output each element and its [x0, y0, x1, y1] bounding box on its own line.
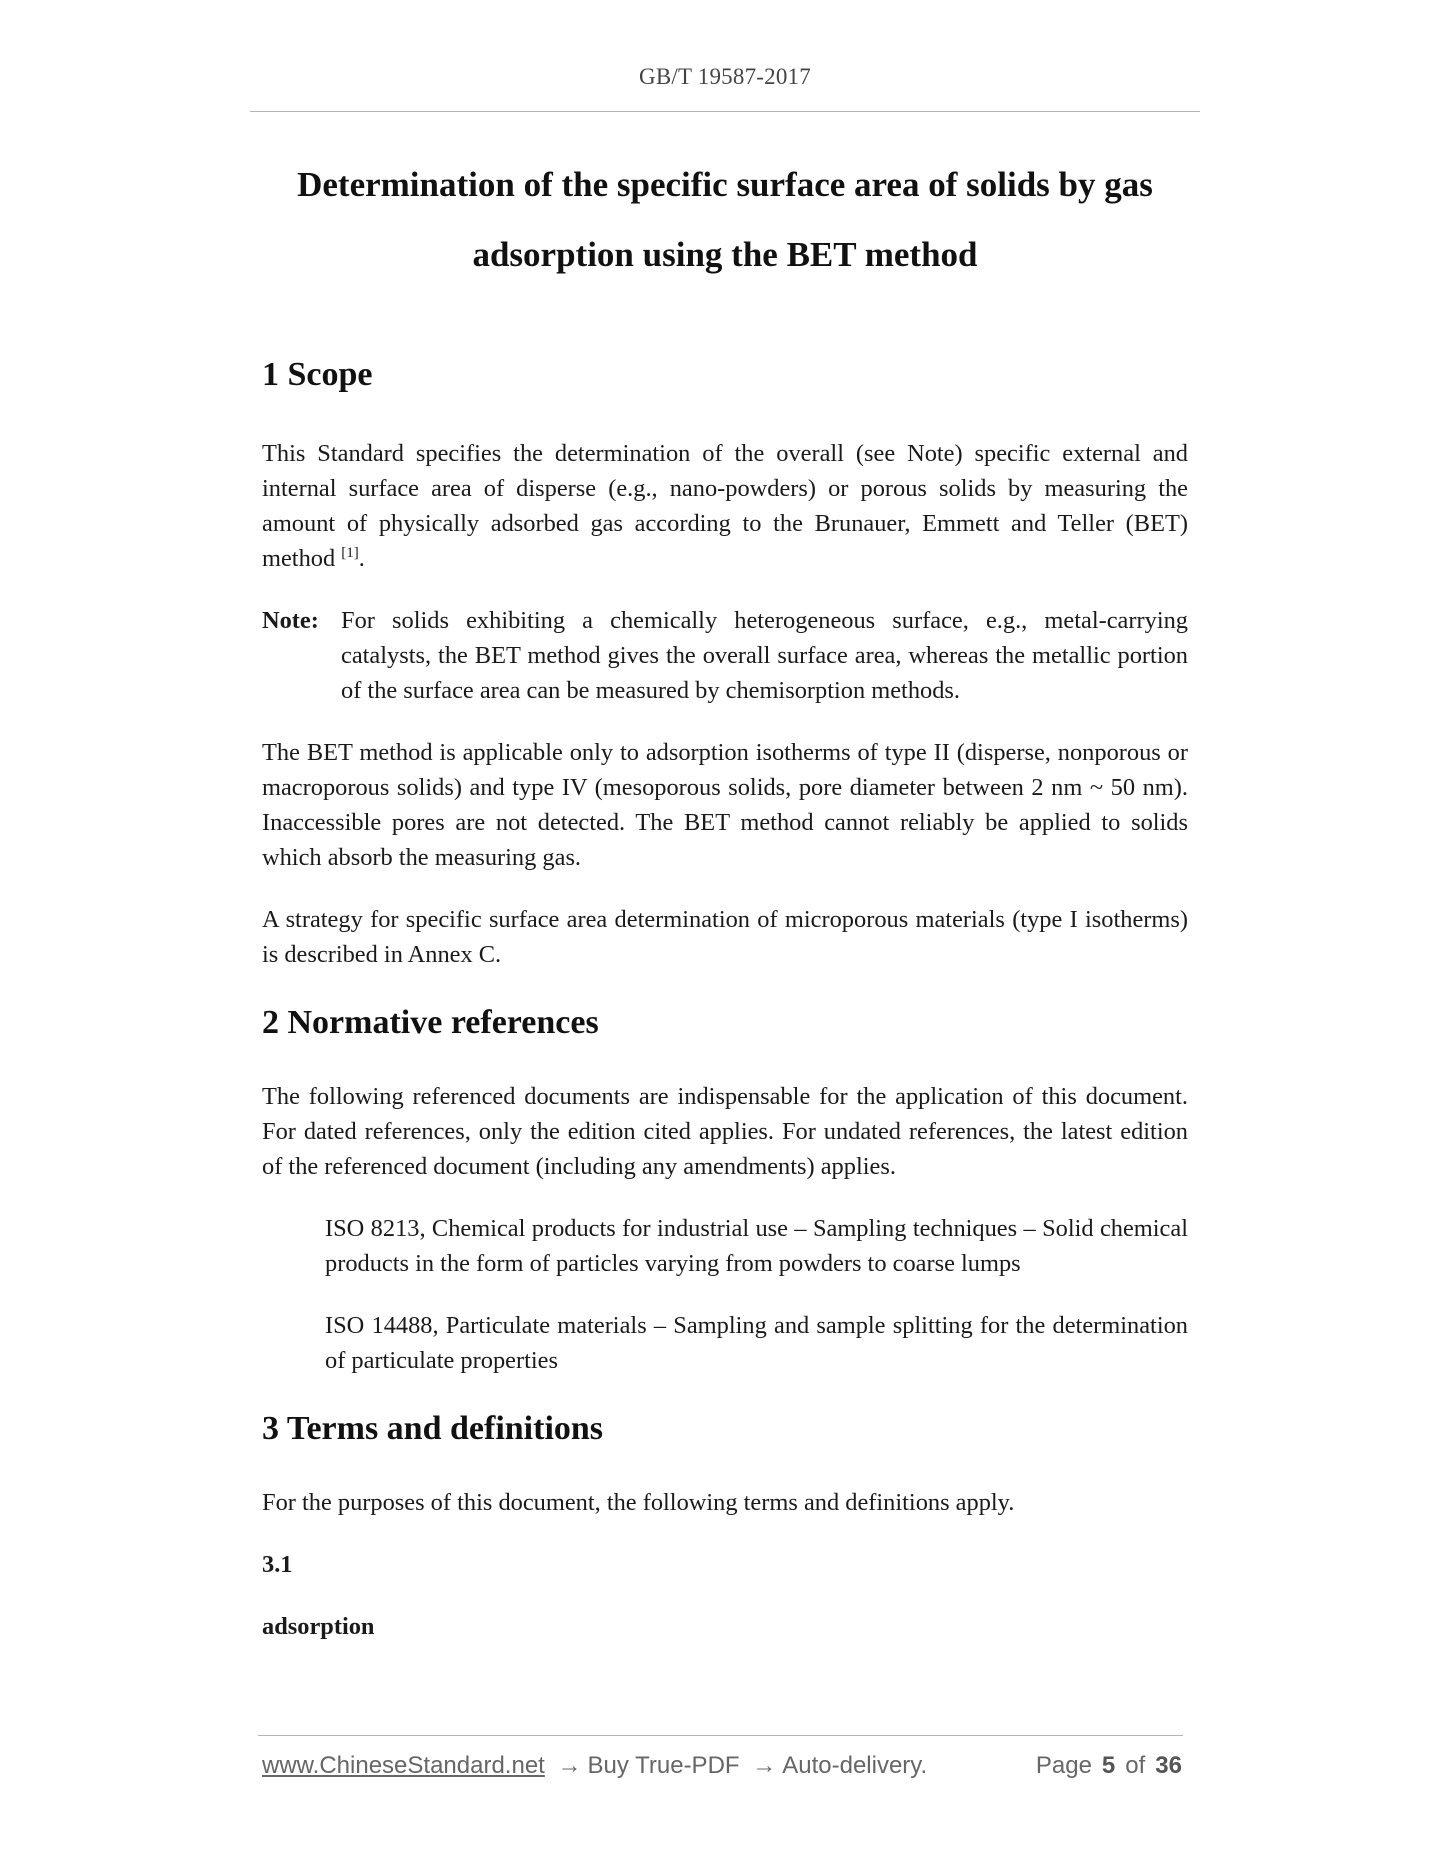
note-label: Note:	[262, 607, 319, 634]
arrow-right-icon: →	[557, 1752, 582, 1779]
page-header	[250, 64, 1200, 90]
page-number	[1036, 1752, 1182, 1780]
footer-promo	[262, 1752, 927, 1780]
document-body	[262, 355, 1188, 1644]
scope-paragraph-1-end: .	[358, 545, 365, 572]
term-number: 3.1	[262, 1551, 293, 1578]
document-title-line-1: Determination of the specific surface area of solids by gas	[297, 165, 1153, 204]
citation-reference: [1]	[341, 544, 359, 561]
total-pages: 36	[1155, 1752, 1182, 1779]
buy-true-pdf-text: Buy True-PDF	[587, 1752, 740, 1779]
scope-paragraph-1	[262, 436, 1188, 576]
standard-code: GB/T 19587-2017	[639, 64, 811, 89]
normative-references-intro: The following referenced documents are indispensable for the application of this document. For dated references, only the edition cited applies. For undated references, the latest edition of the referenced document (including any amendments) applies.	[262, 1083, 1188, 1180]
document-title-line-2: adsorption using the BET method	[472, 235, 978, 274]
auto-delivery-text: Auto-delivery.	[782, 1752, 928, 1779]
scope-note	[262, 603, 1188, 708]
of-word: of	[1125, 1752, 1146, 1779]
reference-item: ISO 14488, Particulate materials – Sampling and sample splitting for the determination of particulate properties	[325, 1312, 1188, 1374]
page-word: Page	[1035, 1752, 1092, 1779]
footer-divider	[258, 1735, 1183, 1736]
section-heading-scope: 1 Scope	[262, 356, 373, 393]
current-page: 5	[1101, 1752, 1116, 1779]
scope-paragraph-1-text: This Standard specifies the determination of the overall (see Note) specific external and internal surface area of disperse (e.g., nano-powders) or porous solids by measuring the amount of physically adsorbed gas according to the Brunauer, Emmett and Teller (BET) method	[262, 440, 1188, 572]
note-text: For solids exhibiting a chemically heterogeneous surface, e.g., metal-carrying catalysts, the BET method gives the overall surface area, whereas the metallic portion of the surface area can be measured by chemisorption methods.	[341, 607, 1188, 704]
arrow-right-icon: →	[752, 1752, 777, 1779]
scope-paragraph-2: The BET method is applicable only to adsorption isotherms of type II (disperse, nonporous or macroporous solids) and type IV (mesoporous solids, pore diameter between 2 nm ~ 50 nm). Inaccessible pores are not detected. The BET method cannot reliably be applied to solids which absorb the measuring gas.	[262, 739, 1188, 871]
site-link[interactable]: www.ChineseStandard.net	[262, 1752, 545, 1779]
scope-paragraph-3: A strategy for specific surface area determination of microporous materials (type I isotherms) is described in Annex C.	[262, 906, 1188, 968]
section-heading-normative-references: 2 Normative references	[262, 1004, 599, 1041]
document-title	[250, 150, 1200, 290]
reference-item: ISO 8213, Chemical products for industrial use – Sampling techniques – Solid chemical products in the form of particles varying from powders to coarse lumps	[325, 1215, 1188, 1277]
header-divider	[250, 111, 1200, 112]
section-heading-terms-definitions: 3 Terms and definitions	[262, 1410, 604, 1447]
terms-intro: For the purposes of this document, the following terms and definitions apply.	[262, 1489, 1015, 1516]
term-name: adsorption	[262, 1613, 375, 1640]
